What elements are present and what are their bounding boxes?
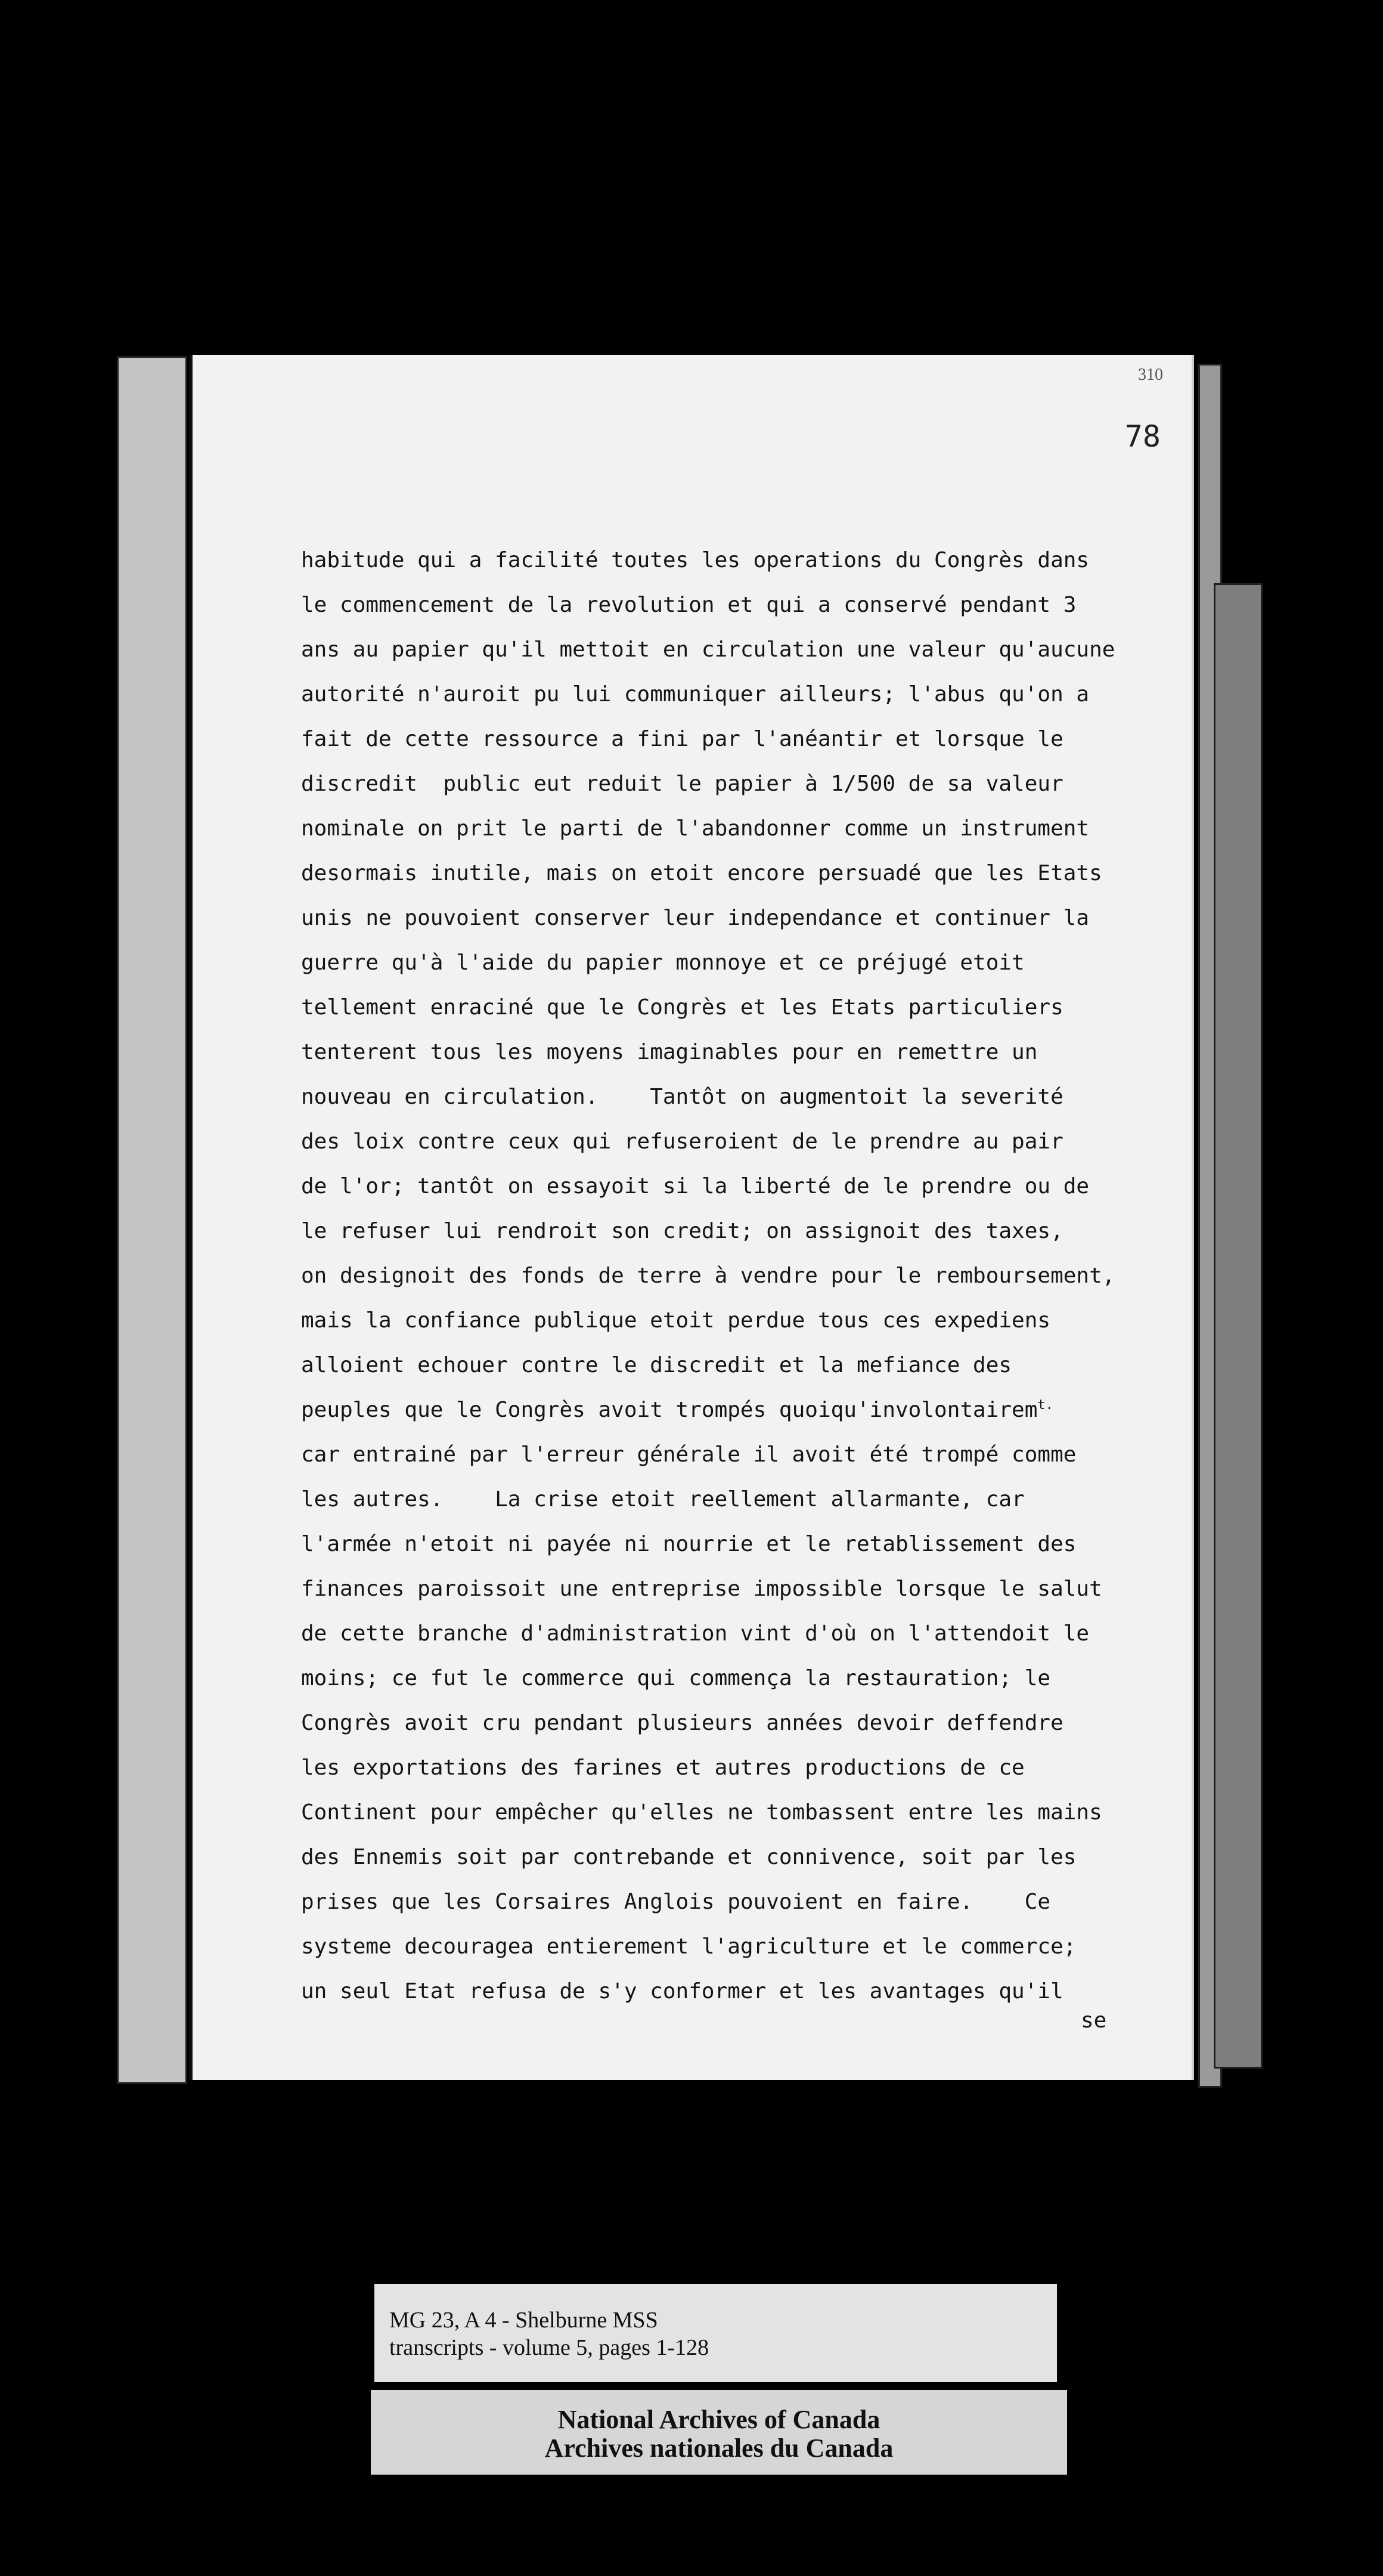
text-line: nouveau en circulation. Tantôt on augmentoit la severité [301, 1085, 1063, 1109]
text-line: tenterent tous les moyens imaginables pour en remettre un [301, 1040, 1038, 1064]
text-line: finances paroissoit une entreprise impossible lorsque le salut [301, 1577, 1102, 1601]
text-line: alloient echouer contre le discredit et la mefiance des [301, 1353, 1012, 1377]
archive-name-english: National Archives of Canada [557, 2405, 880, 2434]
text-line: car entrainé par l'erreur générale il avoit été trompé comme [301, 1442, 1077, 1467]
text-line: de cette branche d'administration vint d'où on l'attendoit le [301, 1621, 1090, 1646]
text-line: un seul Etat refusa de s'y conformer et les avantages qu'il [301, 1979, 1063, 2004]
page-number: 78 [1124, 419, 1161, 454]
text-line: moins; ce fut le commerce qui commença la restauration; le [301, 1666, 1051, 1690]
text-line: les autres. La crise etoit reellement allarmante, car [301, 1487, 1025, 1512]
text-line: l'armée n'etoit ni payée ni nourrie et le retablissement des [301, 1532, 1077, 1556]
text-line: des Ennemis soit par contrebande et connivence, soit par les [301, 1845, 1077, 1869]
left-page-edge [117, 356, 187, 2084]
text-line: tellement enraciné que le Congrès et les Etats particuliers [301, 995, 1063, 1020]
text-line: fait de cette ressource a fini par l'anéantir et lorsque le [301, 727, 1063, 751]
text-line: discredit public eut reduit le papier à 1/500 de sa valeur [301, 772, 1063, 796]
archive-label [371, 2390, 1067, 2475]
archive-name-french: Archives nationales du Canada [544, 2433, 894, 2463]
text-line: nominale on prit le parti de l'abandonner comme un instrument [301, 816, 1090, 841]
text-line: de l'or; tantôt on essayoit si la liberté de le prendre ou de [301, 1174, 1090, 1199]
text-line: unis ne pouvoient conserver leur independance et continuer la [301, 906, 1090, 930]
text-line: Continent pour empêcher qu'elles ne tombassent entre les mains [301, 1800, 1102, 1825]
text-line: guerre qu'à l'aide du papier monnoye et ce préjugé etoit [301, 950, 1025, 975]
reference-line: transcripts - volume 5, pages 1-128 [389, 2335, 709, 2360]
reference-label [374, 2284, 1057, 2382]
text-line: peuples que le Congrès avoit trompés quoiqu'involontairem [301, 1398, 1038, 1422]
text-line: systeme decouragea entierement l'agriculture et le commerce; [301, 1934, 1077, 1959]
right-page-stack [1214, 583, 1263, 2069]
text-line: prises que les Corsaires Anglois pouvoient en faire. Ce [301, 1890, 1051, 1914]
text-line: desormais inutile, mais on etoit encore persuadé que les Etats [301, 861, 1102, 886]
superscript: t. [1037, 1398, 1053, 1413]
text-line: habitude qui a facilité toutes les operations du Congrès dans [301, 548, 1090, 572]
text-line-with-superscript [301, 1388, 1183, 1432]
reference-line: MG 23, A 4 - Shelburne MSS [389, 2308, 658, 2333]
text-line: des loix contre ceux qui refuseroient de le prendre au pair [301, 1129, 1063, 1154]
text-line: ans au papier qu'il mettoit en circulation une valeur qu'aucune [301, 637, 1115, 662]
text-line: Congrès avoit cru pendant plusieurs années devoir deffendre [301, 1711, 1063, 1735]
text-line: on designoit des fonds de terre à vendre pour le remboursement, [301, 1264, 1115, 1288]
text-line: les exportations des farines et autres productions de ce [301, 1755, 1025, 1780]
folio-number: 310 [1138, 366, 1163, 384]
document-page [190, 355, 1192, 2080]
text-line: le commencement de la revolution et qui a conservé pendant 3 [301, 593, 1077, 617]
catchword: se [1081, 2008, 1107, 2033]
text-line: autorité n'auroit pu lui communiquer ailleurs; l'abus qu'on a [301, 682, 1090, 707]
text-line: le refuser lui rendroit son credit; on assignoit des taxes, [301, 1219, 1063, 1243]
text-line: mais la confiance publique etoit perdue tous ces expediens [301, 1308, 1051, 1333]
body-text [301, 538, 1183, 2014]
